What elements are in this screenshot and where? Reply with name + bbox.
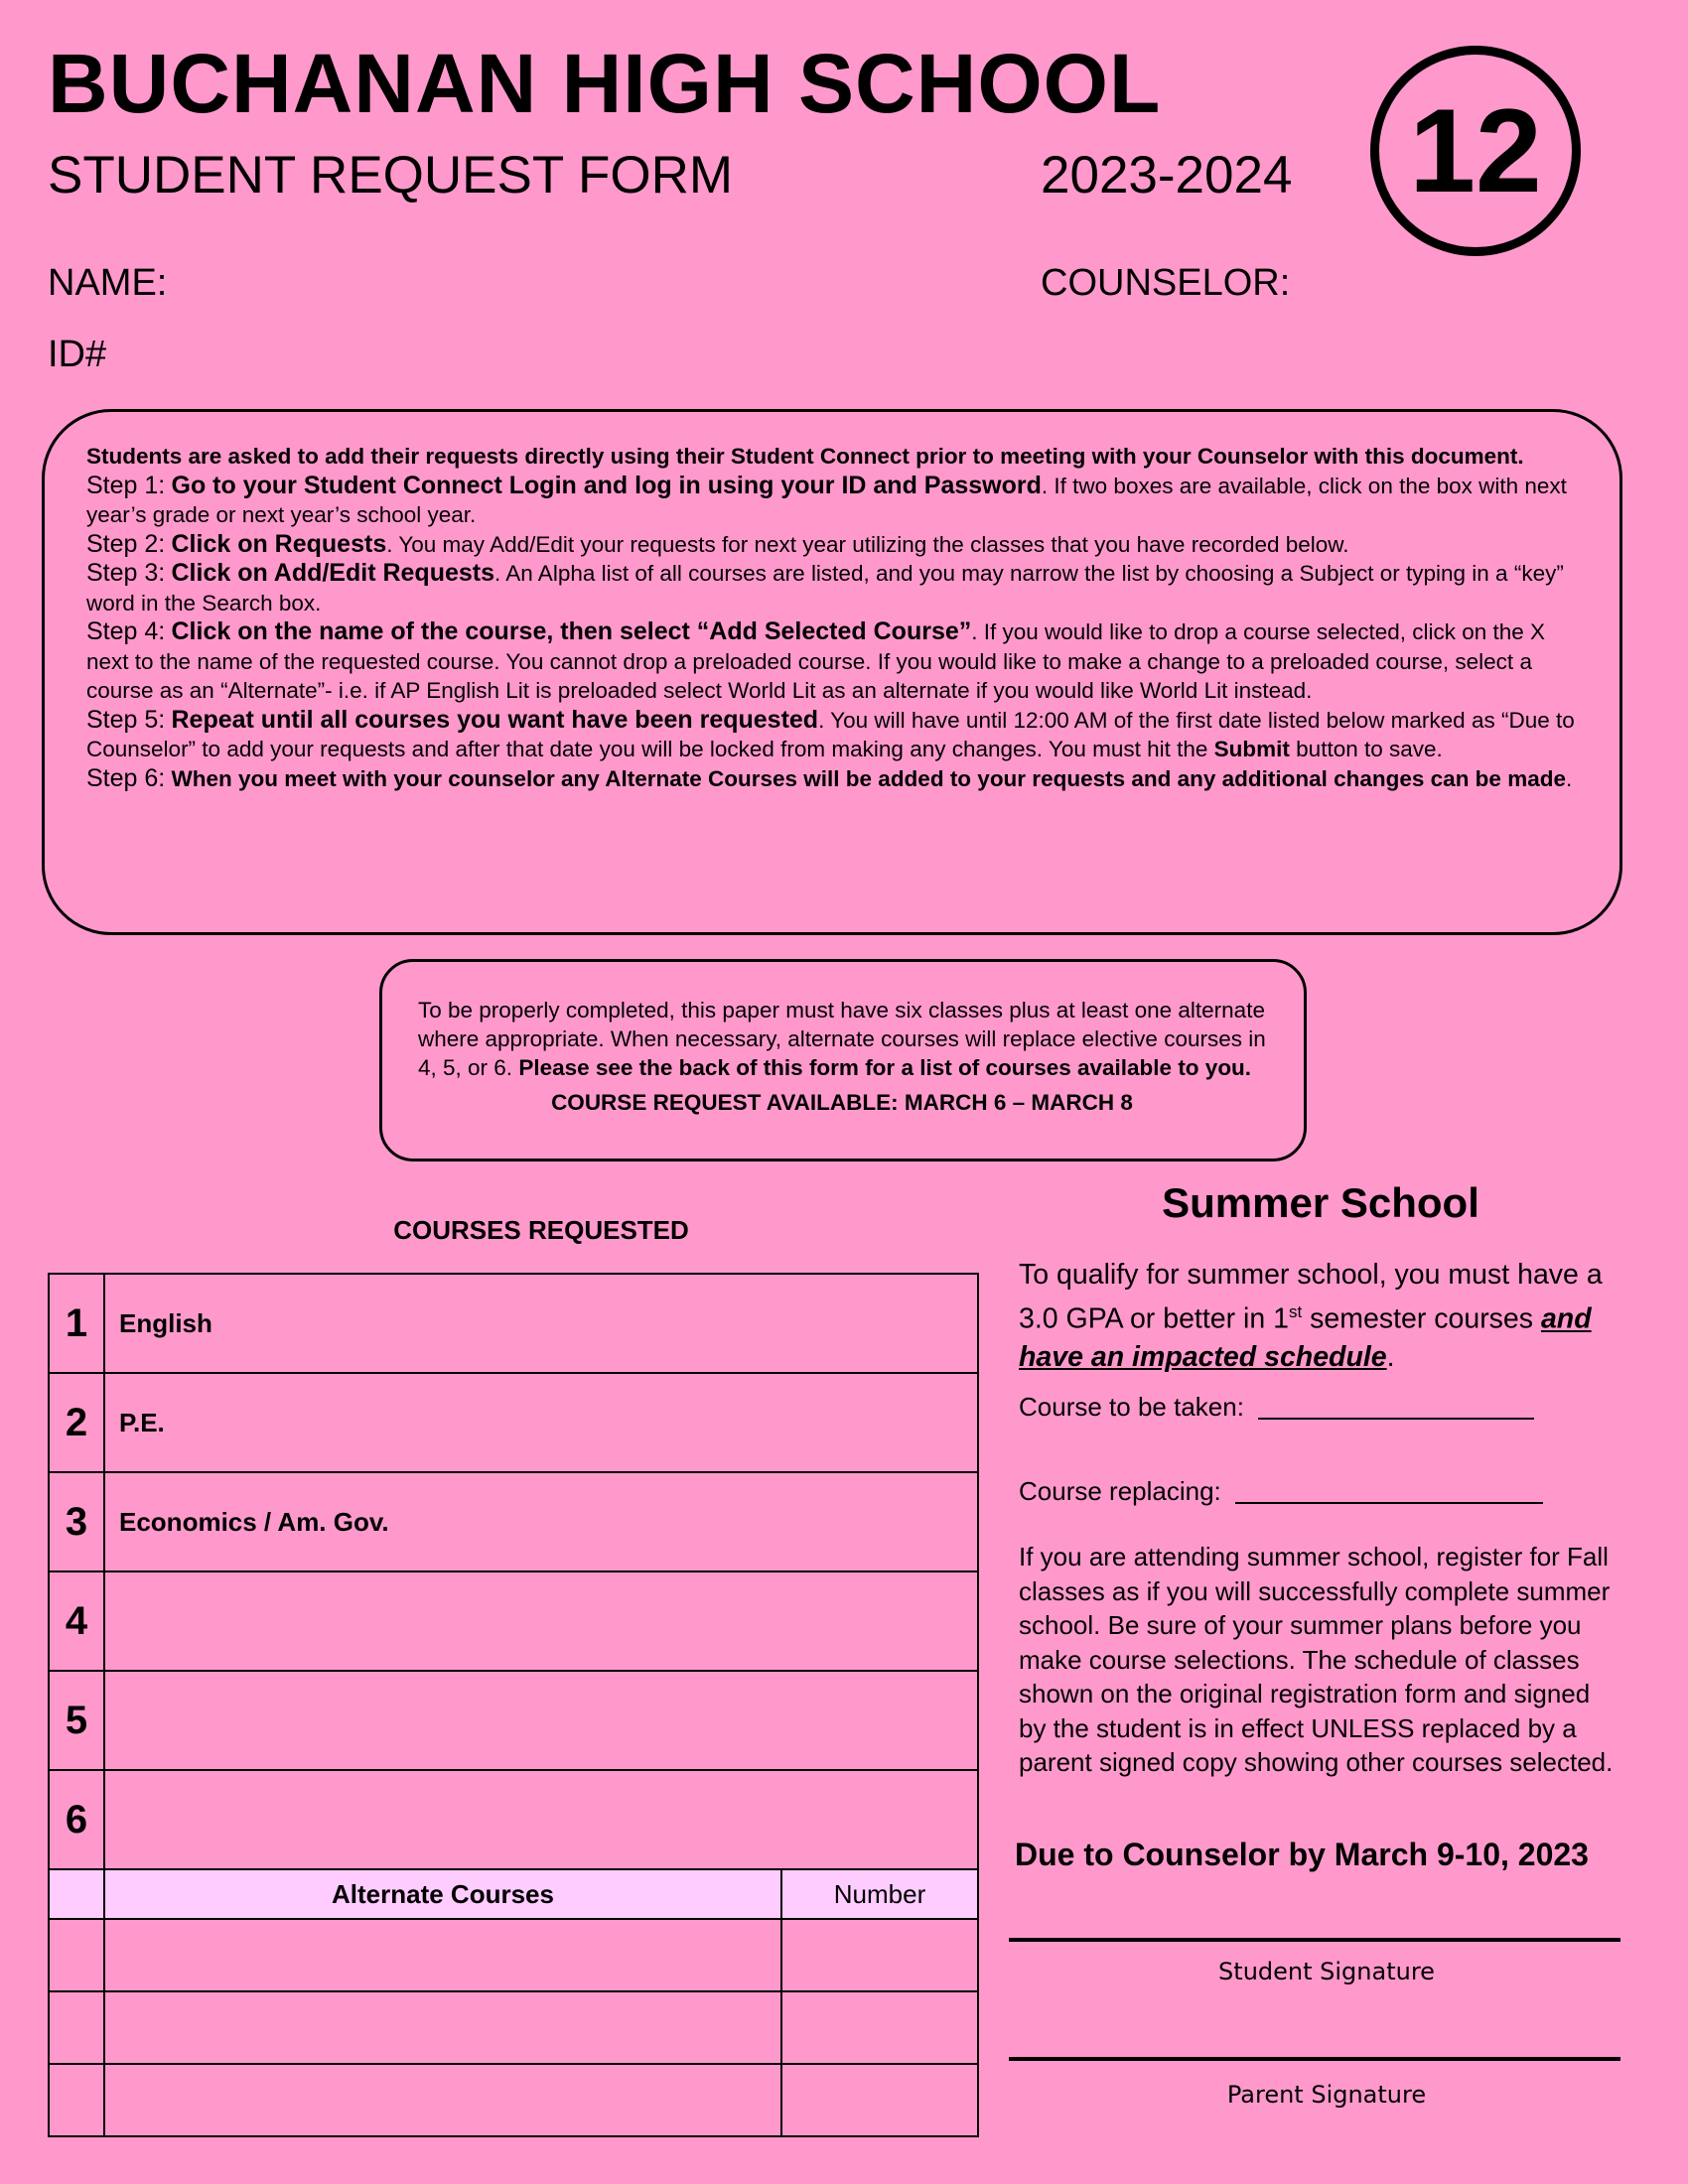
summer-school-title: Summer School xyxy=(1162,1179,1479,1226)
course-name-field[interactable] xyxy=(104,1770,978,1869)
course-row xyxy=(49,1274,978,1373)
course-row xyxy=(49,1770,978,1869)
instructions-box xyxy=(42,409,1622,935)
alternate-row xyxy=(49,2064,978,2136)
alternate-header-row xyxy=(49,1869,978,1919)
course-name-field[interactable] xyxy=(104,1671,978,1770)
course-row xyxy=(49,1671,978,1770)
instructions-intro: Students are asked to add their requests directly using their Student Connect prior to meeting with your Counselor with this document. xyxy=(86,444,1524,469)
student-signature-label: Student Signature xyxy=(1218,1958,1435,1985)
parent-signature-label: Parent Signature xyxy=(1226,2081,1427,2109)
alternate-row-spacer xyxy=(49,1991,104,2064)
step-5: Step 5: Repeat until all courses you want have been requested. You will have until 12:00 AM of the first date listed below marked as “Due to Counselor” to add your requests and after that date you will be locked from making any changes. You must hit the Submit button to save. xyxy=(86,705,1575,761)
alternate-number-field[interactable] xyxy=(781,2064,978,2136)
student-signature-line[interactable] xyxy=(1009,1938,1620,1942)
course-number: 3 xyxy=(49,1472,104,1571)
course-name-field[interactable]: P.E. xyxy=(104,1373,978,1472)
course-number: 4 xyxy=(49,1571,104,1671)
course-row xyxy=(49,1571,978,1671)
course-name-field[interactable] xyxy=(104,1571,978,1671)
course-taken-label: Course to be taken: xyxy=(1019,1392,1244,1422)
name-label: NAME: xyxy=(48,262,168,304)
request-availability: COURSE REQUEST AVAILABLE: MARCH 6 – MARCH 8 xyxy=(551,1090,1133,1115)
course-number: 6 xyxy=(49,1770,104,1869)
course-replacing-field xyxy=(1019,1478,1543,1504)
alternate-row xyxy=(49,1991,978,2064)
step-3: Step 3: Click on Add/Edit Requests. An Alpha list of all courses are listed, and you may narrow the list by choosing a Subject or typing in a “key” word in the Search box. xyxy=(86,559,1564,615)
course-row xyxy=(49,1472,978,1571)
step-1: Step 1: Go to your Student Connect Login and log in using your ID and Password. If two boxes are available, click on the box with next year’s grade or next year’s school year. xyxy=(86,471,1567,527)
school-year: 2023-2024 xyxy=(1041,146,1293,205)
course-name-field[interactable]: English xyxy=(104,1274,978,1373)
alternate-course-field[interactable] xyxy=(104,2064,781,2136)
course-replacing-input[interactable] xyxy=(1235,1502,1543,1504)
alternate-row-spacer xyxy=(49,2064,104,2136)
summer-school-note: If you are attending summer school, register for Fall classes as if you will successfully complete summer school. Be sure of your summer plans before you make course selections. The schedule of classes shown on the original registration form and signed by the student is in effect UNLESS replaced by a parent signed copy showing other courses selected. xyxy=(1019,1542,1614,1777)
number-header: Number xyxy=(781,1869,978,1919)
grade-number: 12 xyxy=(1409,84,1542,217)
course-row xyxy=(49,1373,978,1472)
courses-table xyxy=(48,1273,979,2137)
counselor-label: COUNSELOR: xyxy=(1041,262,1291,304)
school-name: BUCHANAN HIGH SCHOOL xyxy=(48,37,1162,130)
course-name-field[interactable]: Economics / Am. Gov. xyxy=(104,1472,978,1571)
alternate-row xyxy=(49,1919,978,1991)
course-number: 5 xyxy=(49,1671,104,1770)
alternate-courses-header: Alternate Courses xyxy=(104,1869,781,1919)
summer-qualification: To qualify for summer school, you must have a 3.0 GPA or better in 1st semester courses and have an impacted schedule. xyxy=(1019,1259,1603,1373)
alternate-course-field[interactable] xyxy=(104,1919,781,1991)
step-2: Step 2: Click on Requests. You may Add/Edit your requests for next year utilizing the classes that you have recorded below. xyxy=(86,529,1349,558)
id-label: ID# xyxy=(48,334,107,375)
alternate-number-field[interactable] xyxy=(781,1991,978,2064)
form-title: STUDENT REQUEST FORM xyxy=(48,146,734,205)
notice-box xyxy=(379,959,1307,1161)
step-6: Step 6: When you meet with your counselor any Alternate Courses will be added to your requests and any additional changes can be made. xyxy=(86,763,1573,792)
notice-text: To be properly completed, this paper must have six classes plus at least one alternate where appropriate. When necessary, alternate courses will replace elective courses in 4, 5, or 6. Please see the back of this form for a list of courses available to you. xyxy=(418,998,1266,1080)
alternate-number-field[interactable] xyxy=(781,1919,978,1991)
courses-requested-heading: COURSES REQUESTED xyxy=(393,1215,689,1245)
course-taken-field xyxy=(1019,1394,1534,1420)
course-number: 2 xyxy=(49,1373,104,1472)
course-number: 1 xyxy=(49,1274,104,1373)
course-taken-input[interactable] xyxy=(1258,1418,1534,1420)
course-replacing-label: Course replacing: xyxy=(1019,1476,1221,1506)
alternate-course-field[interactable] xyxy=(104,1991,781,2064)
step-4: Step 4: Click on the name of the course, then select “Add Selected Course”. If you would like to drop a course selected, click on the X next to the name of the requested course. You cannot drop a preloaded course. If you would like to make a change to a preloaded course, select a course as an “Alternate”- i.e. if AP English Lit is preloaded select World Lit as an alternate if you would like World Lit instead. xyxy=(86,617,1546,703)
grade-badge xyxy=(1370,46,1581,256)
alternate-row-spacer xyxy=(49,1919,104,1991)
parent-signature-line[interactable] xyxy=(1009,2057,1620,2061)
due-date: Due to Counselor by March 9-10, 2023 xyxy=(1015,1837,1589,1872)
alternate-header-spacer xyxy=(49,1869,104,1919)
